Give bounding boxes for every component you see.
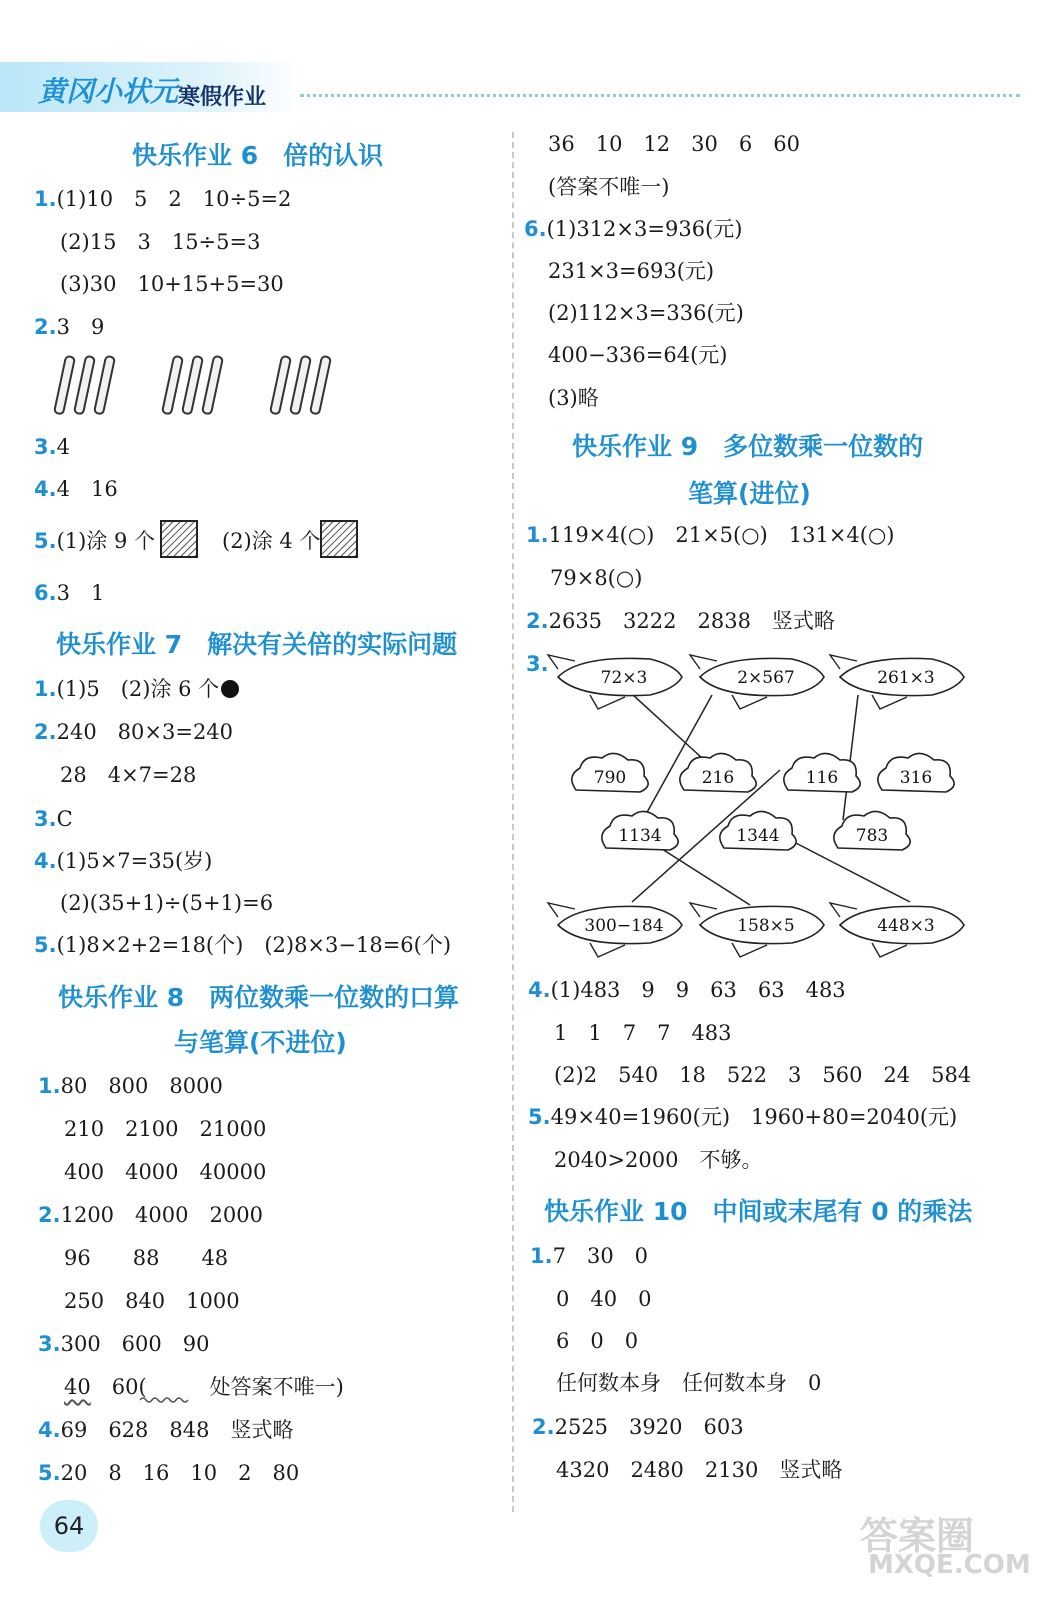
cloud-low-1 bbox=[602, 811, 678, 850]
sticks-illustration bbox=[50, 352, 350, 422]
ship-label: 158×5 bbox=[737, 916, 795, 936]
answer-line: 任何数本身 任何数本身 0 bbox=[556, 1371, 822, 1395]
cloud-label: 116 bbox=[805, 768, 839, 788]
hatched-square-2 bbox=[320, 520, 358, 558]
stick-group-3 bbox=[270, 356, 331, 415]
answer-line: 2.1200 4000 2000 bbox=[38, 1203, 263, 1227]
rocket-bottom-1 bbox=[548, 903, 682, 957]
answer-line: 400−336=64(元) bbox=[548, 343, 728, 367]
answer-line: 4.69 628 848 竖式略 bbox=[38, 1418, 294, 1442]
answer-line: 0 40 0 bbox=[556, 1287, 652, 1311]
ship-label: 261×3 bbox=[877, 668, 935, 688]
answer-line: 2040>2000 不够。 bbox=[554, 1148, 763, 1172]
answer-line: 2.240 80×3=240 bbox=[34, 720, 234, 744]
answer-line: 96 88 48 bbox=[64, 1246, 229, 1270]
ship-label: 448×3 bbox=[877, 916, 935, 936]
answer-line: (2)2 540 18 522 3 560 24 584 bbox=[554, 1063, 972, 1087]
answer-line: 3.300 600 90 bbox=[38, 1332, 210, 1356]
answer-line: 210 2100 21000 bbox=[64, 1117, 267, 1141]
cloud-mid-1 bbox=[572, 753, 648, 792]
answer-line: 5.20 8 16 10 2 80 bbox=[38, 1461, 300, 1485]
answer-line: 250 840 1000 bbox=[64, 1289, 240, 1313]
answer-line: (2)15 3 15÷5=3 bbox=[60, 230, 261, 254]
answer-line: (2)涂 4 个 bbox=[222, 529, 321, 553]
watermark-logo: 答案圈 bbox=[860, 1514, 975, 1558]
answer-line: 2.2525 3920 603 bbox=[532, 1415, 744, 1439]
answer-line: 5.49×40=1960(元) 1960+80=2040(元) bbox=[528, 1105, 958, 1129]
section-title-10: 快乐作业 10 中间或末尾有 0 的乘法 bbox=[544, 1197, 973, 1226]
section-title-8: 快乐作业 8 两位数乘一位数的口算 bbox=[58, 983, 460, 1012]
section-title-8-cont: 与笔算(不进位) bbox=[174, 1028, 347, 1057]
answer-line: 2.2635 3222 2838 竖式略 bbox=[526, 609, 835, 633]
answer-line: 231×3=693(元) bbox=[548, 259, 715, 283]
answer-line: 3.C bbox=[34, 807, 73, 831]
rocket-top-3 bbox=[830, 655, 964, 709]
answer-line: 4.(1)5×7=35(岁) bbox=[34, 849, 213, 873]
answer-line: 400 4000 40000 bbox=[64, 1160, 267, 1184]
answer-line: 1 1 7 7 483 bbox=[554, 1021, 732, 1045]
cloud-label: 316 bbox=[899, 768, 933, 788]
rocket-bottom-2 bbox=[690, 903, 824, 957]
answer-line: 1.119×4(○) 21×5(○) 131×4(○) bbox=[526, 523, 895, 547]
rocket-bottom-3 bbox=[830, 903, 964, 957]
series-title: 寒假作业 bbox=[178, 85, 267, 110]
ship-label: 300−184 bbox=[584, 916, 664, 936]
section-title-9-cont: 笔算(进位) bbox=[688, 479, 811, 508]
cloud-label: 216 bbox=[701, 768, 735, 788]
section-title-7: 快乐作业 7 解决有关倍的实际问题 bbox=[56, 630, 458, 659]
answer-line: 3.4 bbox=[34, 435, 70, 459]
answer-line: (2)112×3=336(元) bbox=[548, 301, 744, 325]
cloud-low-3 bbox=[834, 811, 910, 850]
answer-line: 40 60( 处答案不唯一) bbox=[64, 1375, 344, 1399]
matching-lines bbox=[632, 695, 910, 905]
cloud-label: 1134 bbox=[618, 826, 662, 846]
answer-line: (3)略 bbox=[548, 386, 599, 410]
answer-line: 1.80 800 8000 bbox=[38, 1074, 223, 1098]
ship-label: 2×567 bbox=[737, 668, 795, 688]
answer-line: 79×8(○) bbox=[550, 566, 643, 590]
answer-line: 4.(1)483 9 9 63 63 483 bbox=[528, 978, 846, 1002]
header-dotted-rule bbox=[300, 94, 1020, 97]
answer-line: 4.4 16 bbox=[34, 477, 118, 501]
answer-line: (3)30 10+15+5=30 bbox=[60, 272, 284, 296]
ship-label: 72×3 bbox=[600, 668, 648, 688]
cloud-mid-2 bbox=[680, 753, 756, 792]
answer-line: (答案不唯一) bbox=[548, 175, 670, 199]
stick-group-1 bbox=[54, 356, 115, 415]
watermark-url: MXQE.COM bbox=[868, 1550, 1031, 1580]
wavy-underline-blank bbox=[140, 1396, 190, 1404]
answer-line: 28 4×7=28 bbox=[60, 763, 197, 787]
column-divider bbox=[512, 132, 514, 1512]
answer-line: 2.3 9 bbox=[34, 315, 105, 339]
stick-group-2 bbox=[162, 356, 223, 415]
answer-line: 6.3 1 bbox=[34, 581, 105, 605]
answer-line: 5.(1)8×2+2=18(个) (2)8×3−18=6(个) bbox=[34, 933, 452, 957]
answer-line: 36 10 12 30 6 60 bbox=[548, 132, 800, 156]
cloud-mid-3 bbox=[784, 753, 860, 792]
answer-line: 1.(1)5 (2)涂 6 个 bbox=[34, 676, 239, 702]
brand-logo: 黄冈小状元 bbox=[38, 75, 179, 108]
section-title-9: 快乐作业 9 多位数乘一位数的 bbox=[572, 432, 924, 461]
cloud-label: 783 bbox=[855, 826, 889, 846]
answer-line: 4320 2480 2130 竖式略 bbox=[556, 1458, 843, 1482]
answer-line: 1.(1)10 5 2 10÷5=2 bbox=[34, 187, 292, 211]
matching-diagram bbox=[540, 640, 980, 970]
filled-dot bbox=[221, 680, 239, 698]
section-title-6: 快乐作业 6 倍的认识 bbox=[132, 141, 384, 170]
answer-line: 5.(1)涂 9 个 bbox=[34, 529, 156, 553]
answer-line: 3. bbox=[526, 652, 549, 676]
rocket-top-1 bbox=[548, 655, 682, 709]
answer-line: 6.(1)312×3=936(元) bbox=[524, 217, 743, 241]
cloud-mid-4 bbox=[878, 753, 954, 792]
page-number: 64 bbox=[40, 1500, 98, 1552]
answer-line: (2)(35+1)÷(5+1)=6 bbox=[60, 891, 274, 915]
cloud-low-2 bbox=[720, 811, 796, 850]
rocket-top-2 bbox=[690, 655, 824, 709]
cloud-label: 790 bbox=[593, 768, 627, 788]
answer-line: 1.7 30 0 bbox=[530, 1244, 649, 1268]
answer-line: 6 0 0 bbox=[556, 1329, 639, 1353]
cloud-label: 1344 bbox=[736, 826, 780, 846]
hatched-square-1 bbox=[160, 520, 198, 558]
